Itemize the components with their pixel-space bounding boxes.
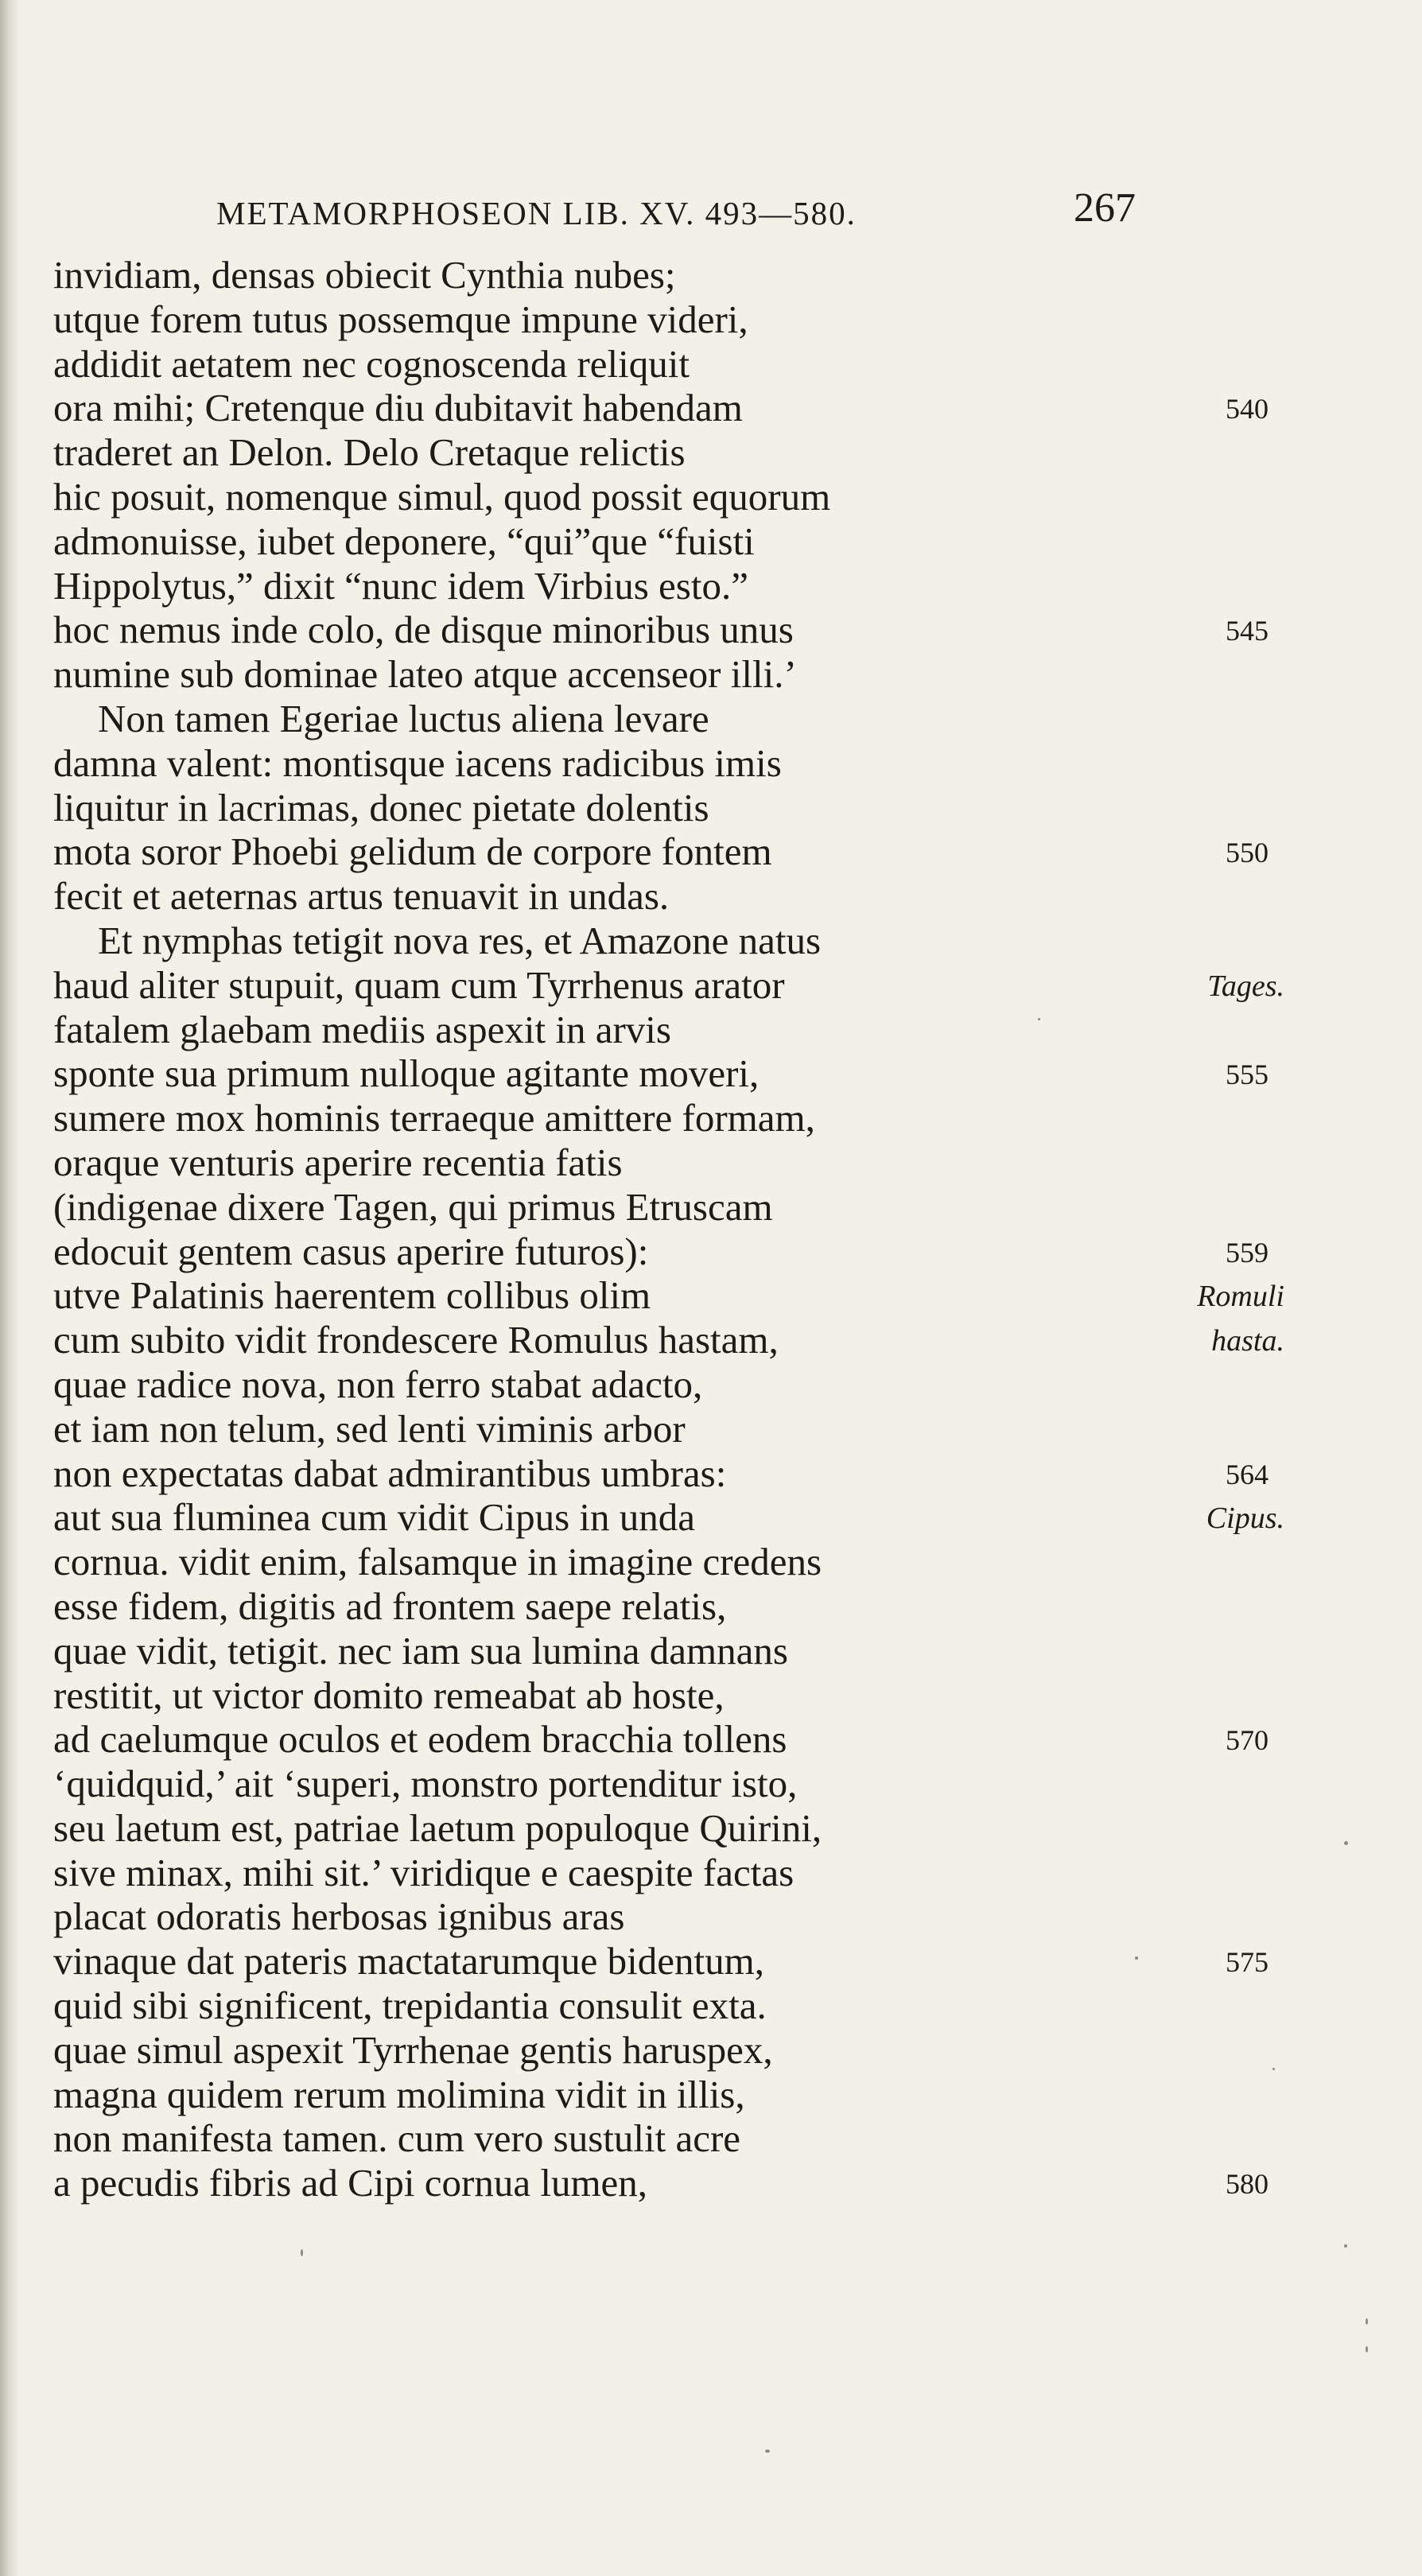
verse-line: [53, 1851, 1318, 1895]
verse-text: cornua. vidit enim, falsamque in imagine credens: [53, 1540, 822, 1584]
verse-text: (indigenae dixere Tagen, qui primus Etruscam: [53, 1184, 773, 1229]
verse-text: Hippolytus,” dixit “nunc idem Virbius esto.”: [53, 563, 748, 608]
verse-line: [53, 1318, 1318, 1362]
verse-line: [53, 1983, 1318, 2028]
verse-line: [53, 874, 1318, 919]
verse-text: oraque venturis aperire recentia fatis: [53, 1140, 623, 1184]
verse-line: [53, 564, 1318, 608]
margin-note: Romuli: [1197, 1280, 1284, 1314]
verse-text: cum subito vidit frondescere Romulus hastam,: [53, 1318, 779, 1362]
binding-gutter: [0, 0, 19, 2576]
verse-line: [53, 1762, 1318, 1806]
verse-text: a pecudis fibris ad Cipi cornua lumen,: [53, 2161, 648, 2205]
scan-speck: [1135, 1956, 1138, 1960]
line-number: 580: [1226, 2168, 1269, 2201]
verse-line: [53, 1096, 1318, 1140]
verse-line: [53, 1673, 1318, 1718]
line-number: 550: [1226, 837, 1269, 869]
verse-text: et iam non telum, sed lenti viminis arbor: [53, 1406, 686, 1451]
verse-line: [53, 386, 1318, 430]
running-title: METAMORPHOSEON LIB. XV. 493—580.: [216, 195, 857, 231]
scan-speck: [301, 2249, 303, 2256]
scan-speck: [1366, 2346, 1368, 2353]
verse-text: esse fidem, digitis ad frontem saepe relatis,: [53, 1583, 727, 1628]
verse-line: [53, 1584, 1318, 1629]
verse-block: [53, 253, 1318, 2205]
line-number: 570: [1226, 1724, 1269, 1757]
page-number: 267: [1074, 185, 1136, 231]
verse-line: [53, 1008, 1318, 1052]
verse-line: [53, 1230, 1318, 1274]
line-number: 559: [1226, 1236, 1269, 1269]
verse-text: seu laetum est, patriae laetum populoque Quirini,: [53, 1805, 822, 1850]
scan-speck: [1366, 2318, 1368, 2325]
verse-line: [53, 342, 1318, 387]
verse-line: [53, 1540, 1318, 1584]
verse-text: sive minax, mihi sit.’ viridique e caespite factas: [53, 1850, 795, 1894]
verse-line: [53, 652, 1318, 697]
verse-line: [53, 2161, 1318, 2205]
verse-line: [53, 519, 1318, 564]
verse-text: ora mihi; Cretenque diu dubitavit habendam: [53, 386, 743, 430]
verse-text: invidiam, densas obiecit Cynthia nubes;: [53, 253, 676, 297]
verse-line: [53, 830, 1318, 874]
verse-text: sponte sua primum nulloque agitante moveri,: [53, 1051, 760, 1096]
verse-text: fecit et aeternas artus tenuavit in undas.: [53, 874, 670, 919]
verse-line: [53, 608, 1318, 652]
verse-line: [53, 1051, 1318, 1096]
verse-text: Et nymphas tetigit nova res, et Amazone natus: [98, 918, 822, 962]
verse-line: [53, 1894, 1318, 1939]
verse-line: [53, 1717, 1318, 1762]
verse-line: [53, 2028, 1318, 2073]
verse-text: quae radice nova, non ferro stabat adacto,: [53, 1362, 703, 1406]
verse-text: utque forem tutus possemque impune videri,: [53, 297, 748, 341]
scan-speck: [1038, 1018, 1040, 1020]
verse-line: [53, 1629, 1318, 1673]
line-number: 540: [1226, 393, 1269, 425]
verse-line: [53, 430, 1318, 475]
margin-note: Tages.: [1207, 969, 1284, 1003]
verse-text: quae simul aspexit Tyrrhenae gentis haruspex,: [53, 2027, 773, 2072]
verse-line: [53, 2073, 1318, 2117]
verse-text: liquitur in lacrimas, donec pietate dolentis: [53, 785, 709, 830]
verse-line: [53, 1806, 1318, 1851]
margin-note: hasta.: [1211, 1324, 1284, 1358]
line-number: 575: [1226, 1946, 1269, 1979]
verse-text: non manifesta tamen. cum vero sustulit acre: [53, 2116, 741, 2161]
verse-text: ‘quidquid,’ ait ‘superi, monstro portenditur isto,: [53, 1762, 798, 1806]
verse-text: damna valent: montisque iacens radicibus imis: [53, 740, 782, 785]
verse-text: hoc nemus inde colo, de disque minoribus unus: [53, 608, 794, 652]
verse-line: [53, 786, 1318, 830]
verse-line: [53, 1407, 1318, 1451]
running-head: [0, 185, 1422, 240]
verse-line: [53, 475, 1318, 519]
margin-note: Cipus.: [1206, 1502, 1284, 1536]
scan-speck: [1344, 2244, 1347, 2248]
verse-text: vinaque dat pateris mactatarumque bidentum,: [53, 1939, 764, 1983]
verse-text: haud aliter stupuit, quam cum Tyrrhenus arator: [53, 962, 785, 1007]
verse-line: [53, 963, 1318, 1008]
verse-text: quae vidit, tetigit. nec iam sua lumina damnans: [53, 1628, 788, 1673]
scan-speck: [765, 2450, 770, 2453]
verse-line: [53, 1451, 1318, 1496]
verse-text: utve Palatinis haerentem collibus olim: [53, 1273, 651, 1318]
verse-line: [53, 697, 1318, 741]
verse-text: admonuisse, iubet deponere, “qui”que “fuisti: [53, 519, 755, 563]
verse-line: [53, 1495, 1318, 1540]
line-number: 555: [1226, 1059, 1269, 1091]
verse-line: [53, 297, 1318, 342]
verse-text: edocuit gentem casus aperire futuros):: [53, 1229, 649, 1273]
verse-text: non expectatas dabat admirantibus umbras:: [53, 1451, 727, 1495]
verse-text: ad caelumque oculos et eodem bracchia tollens: [53, 1717, 787, 1762]
verse-text: numine sub dominae lateo atque accenseor illi.’: [53, 652, 797, 697]
verse-text: traderet an Delon. Delo Cretaque relictis: [53, 430, 686, 475]
verse-line: [53, 1939, 1318, 1983]
line-number: 564: [1226, 1458, 1269, 1490]
verse-text: Non tamen Egeriae luctus aliena levare: [98, 696, 709, 740]
verse-text: placat odoratis herbosas ignibus aras: [53, 1894, 625, 1939]
verse-line: [53, 1185, 1318, 1230]
verse-text: addidit aetatem nec cognoscenda reliquit: [53, 341, 690, 386]
verse-text: quid sibi significent, trepidantia consulit exta.: [53, 1983, 767, 2028]
scan-speck: [1344, 1841, 1348, 1845]
verse-line: [53, 919, 1318, 963]
verse-line: [53, 2116, 1318, 2161]
verse-line: [53, 1362, 1318, 1407]
verse-text: sumere mox hominis terraeque amittere formam,: [53, 1096, 815, 1140]
verse-line: [53, 741, 1318, 786]
verse-line: [53, 1140, 1318, 1185]
verse-text: magna quidem rerum molimina vidit in illis,: [53, 2072, 745, 2116]
verse-line: [53, 253, 1318, 297]
scan-speck: [1272, 2068, 1275, 2070]
verse-text: restitit, ut victor domito remeabat ab hoste,: [53, 1673, 725, 1717]
verse-text: aut sua fluminea cum vidit Cipus in unda: [53, 1495, 696, 1540]
verse-line: [53, 1273, 1318, 1318]
verse-text: hic posuit, nomenque simul, quod possit equorum: [53, 474, 831, 519]
verse-text: fatalem glaebam mediis aspexit in arvis: [53, 1007, 671, 1051]
line-number: 545: [1226, 615, 1269, 647]
verse-text: mota soror Phoebi gelidum de corpore fontem: [53, 830, 772, 874]
